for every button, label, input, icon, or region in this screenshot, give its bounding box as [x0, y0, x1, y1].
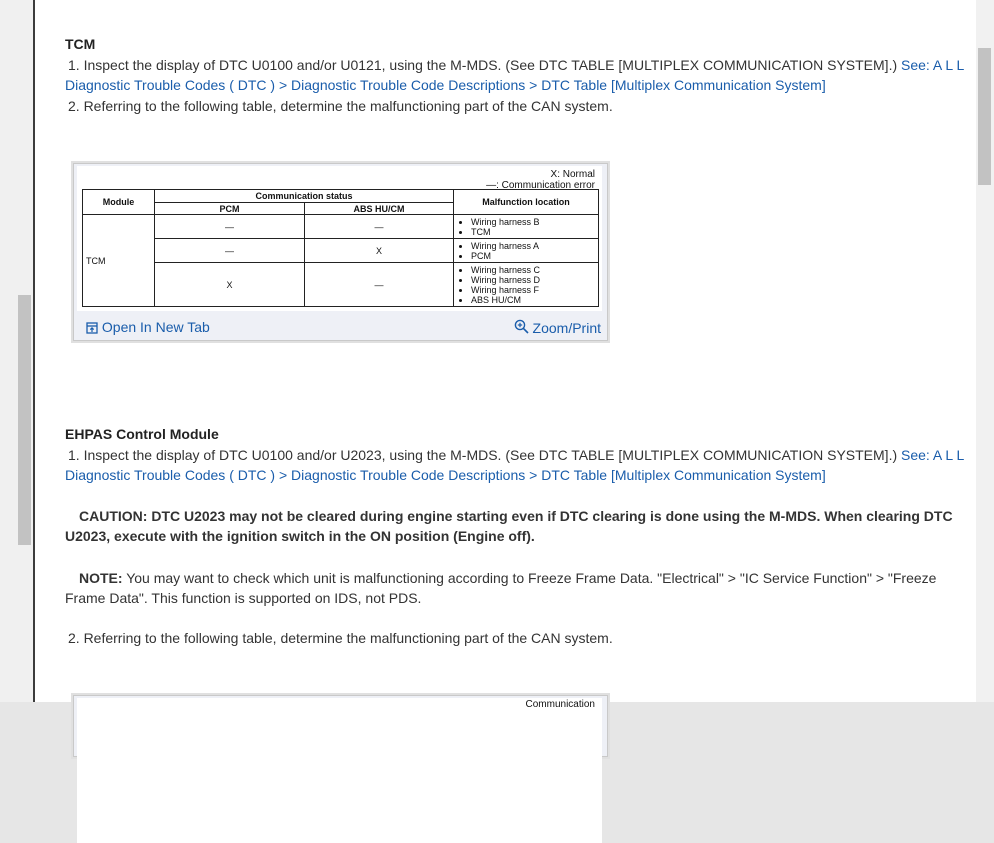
caution-text: DTC U2023 may not be cleared during engine starting even if DTC clearing is done using the M-MDS. When clearing DTC U2023, execute with the ignition switch in the ON position (Engine off).: [65, 507, 953, 544]
malfunction-item: • Wiring harness D: [471, 275, 595, 285]
ehpas-step-1-text: 1. Inspect the display of DTC U0100 and/or U2023, using the M-MDS. (See DTC TABLE [MULTIPLEX COMMUNICATION SYSTEM].): [68, 446, 898, 463]
table-row: [83, 263, 599, 307]
pcm-status-cell: —: [155, 239, 305, 263]
document-panel: [35, 0, 976, 710]
zoom-in-icon: [514, 319, 529, 334]
zoom-print-label: Zoom/Print: [532, 320, 601, 336]
note-text: You may want to check which unit is malfunctioning according to Freeze Frame Data. "Electrical" > "IC Service Function" > "Freeze Frame Data". This function is supported on IDS, not PDS.: [65, 569, 937, 606]
document-content: [65, 34, 965, 116]
ehpas-dtc-table-link[interactable]: Diagnostic Trouble Codes ( DTC ) > Diagnostic Trouble Code Descriptions > DTC Table [Multiplex Communication System]: [65, 467, 826, 483]
caution-block: [65, 506, 965, 547]
tcm-step-2: 2. Referring to the following table, determine the malfunctioning part of the CAN system.: [68, 97, 613, 114]
malfunction-item: • Wiring harness F: [471, 285, 595, 295]
open-in-new-tab-link[interactable]: [86, 319, 210, 335]
open-in-new-tab-label: Open In New Tab: [101, 319, 210, 335]
abs-status-cell: X: [305, 239, 454, 263]
malfunction-item: • TCM: [471, 227, 595, 237]
malfunction-item: • PCM: [471, 251, 595, 261]
pcm-status-cell: X: [155, 263, 305, 307]
abs-status-cell: —: [305, 263, 454, 307]
malfunction-item: • Wiring harness A: [471, 241, 595, 251]
figure2-partial-text: Communication: [525, 699, 595, 710]
outer-scrollbar-thumb[interactable]: [18, 295, 31, 545]
legend-error: —: Communication error: [486, 180, 595, 191]
figure-toolbar: [74, 312, 607, 340]
col-header-abs: ABS HU/CM: [305, 203, 454, 215]
ehpas-section: [65, 424, 965, 648]
tcm-step-1-text: 1. Inspect the display of DTC U0100 and/or U0121, using the M-MDS. (See DTC TABLE [MULTIPLEX COMMUNICATION SYSTEM].): [68, 56, 898, 73]
col-header-comm-status: Communication status: [155, 190, 454, 203]
malfunction-item: • Wiring harness B: [471, 217, 595, 227]
ehpas-diagnosis-figure: [73, 695, 608, 757]
table-row: [83, 215, 599, 239]
ehpas-diagnosis-table-image: [77, 698, 602, 843]
col-header-malfunction: Malfunction location: [454, 190, 599, 215]
malfunction-item: • ABS HU/CM: [471, 295, 595, 305]
col-header-module: Module: [83, 190, 155, 215]
document-scrollbar-thumb[interactable]: [978, 48, 991, 185]
tcm-diagnosis-table-image: [77, 166, 602, 311]
ehpas-step-2: 2. Referring to the following table, determine the malfunctioning part of the CAN system.: [68, 629, 613, 646]
figure-legend: [486, 169, 595, 191]
malfunction-cell: [454, 215, 599, 239]
open-new-tab-icon: [86, 322, 98, 334]
ehpas-dtc-table-link-line: [65, 465, 965, 486]
pcm-status-cell: —: [155, 215, 305, 239]
zoom-print-link[interactable]: [514, 319, 601, 336]
ehpas-step-1: [65, 445, 965, 466]
tcm-dtc-table-link-line: [65, 75, 965, 96]
ehpas-section-title: EHPAS Control Module: [65, 426, 219, 442]
note-block: [65, 568, 965, 609]
caution-label: CAUTION:: [79, 507, 148, 524]
malfunction-item: • Wiring harness C: [471, 265, 595, 275]
tcm-see-all-link[interactable]: See: A L L: [901, 56, 965, 73]
communication-status-table: [82, 189, 599, 307]
table-row: [83, 239, 599, 263]
legend-normal: X: Normal: [550, 169, 595, 180]
note-label: NOTE:: [79, 569, 123, 586]
malfunction-cell: [454, 263, 599, 307]
col-header-pcm: PCM: [155, 203, 305, 215]
malfunction-cell: [454, 239, 599, 263]
abs-status-cell: —: [305, 215, 454, 239]
tcm-dtc-table-link[interactable]: Diagnostic Trouble Codes ( DTC ) > Diagnostic Trouble Code Descriptions > DTC Table [Multiplex Communication System]: [65, 77, 826, 93]
ehpas-see-all-link[interactable]: See: A L L: [901, 446, 965, 463]
tcm-step-1: [65, 55, 965, 76]
tcm-diagnosis-figure: [73, 163, 608, 341]
module-cell: TCM: [83, 215, 155, 307]
tcm-section-title: TCM: [65, 36, 96, 52]
